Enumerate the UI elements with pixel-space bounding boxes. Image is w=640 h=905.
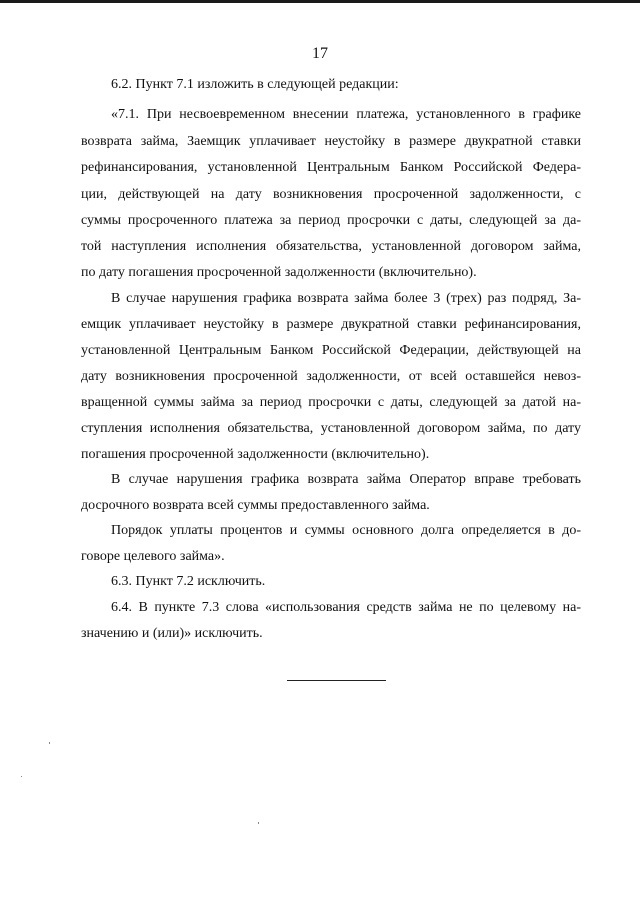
- text-line: погашения просроченной задолженности (включительно).: [81, 447, 430, 462]
- text-line: емщик уплачивает неустойку в размере двукратной ставки рефинансирования,: [81, 317, 581, 332]
- closing-divider: [287, 680, 386, 681]
- text-line: «7.1. При несвоевременном внесении платежа, установленного в графике: [111, 107, 581, 122]
- text-line: дату возникновения просроченной задолженности, от всей оставшейся невоз-: [81, 369, 581, 384]
- text-line: 6.4. В пункте 7.3 слова «использования средств займа не по целевому на-: [111, 600, 581, 615]
- text-line: 6.2. Пункт 7.1 изложить в следующей редакции:: [111, 77, 399, 92]
- text-line: 6.3. Пункт 7.2 исключить.: [111, 574, 266, 589]
- top-border-rule: [0, 0, 640, 3]
- text-line: ции, действующей на дату возникновения просроченной задолженности, с: [81, 187, 581, 202]
- page-number: 17: [312, 45, 328, 62]
- text-line: по дату погашения просроченной задолженности (включительно).: [81, 265, 477, 280]
- scan-speck: [258, 822, 259, 824]
- text-line: Порядок уплаты процентов и суммы основного долга определяется в до-: [111, 523, 581, 538]
- scan-speck: [21, 776, 22, 777]
- text-line: установленной Центральным Банком Российской Федерации, действующей на: [81, 343, 581, 358]
- text-line: суммы просроченного платежа за период просрочки с даты, следующей за да-: [81, 213, 581, 228]
- text-line: значению и (или)» исключить.: [81, 626, 263, 641]
- text-line: рефинансирования, установленной Центральным Банком Российской Федера-: [81, 160, 581, 175]
- text-line: В случае нарушения графика возврата займа Оператор вправе требовать: [111, 472, 581, 487]
- text-line: возврата займа, Заемщик уплачивает неустойку в размере двукратной ставки: [81, 134, 581, 149]
- text-line: досрочного возврата всей суммы предоставленного займа.: [81, 498, 430, 513]
- scan-speck: [49, 742, 50, 744]
- text-line: ступления исполнения обязательства, установленной договором займа, по дату: [81, 421, 581, 436]
- text-line: той наступления исполнения обязательства, установленной договором займа,: [81, 239, 581, 254]
- text-line: В случае нарушения графика возврата займа более 3 (трех) раз подряд, За-: [111, 291, 581, 306]
- text-line: говоре целевого займа».: [81, 549, 225, 564]
- text-line: вращенной суммы займа за период просрочки с даты, следующей за датой на-: [81, 395, 581, 410]
